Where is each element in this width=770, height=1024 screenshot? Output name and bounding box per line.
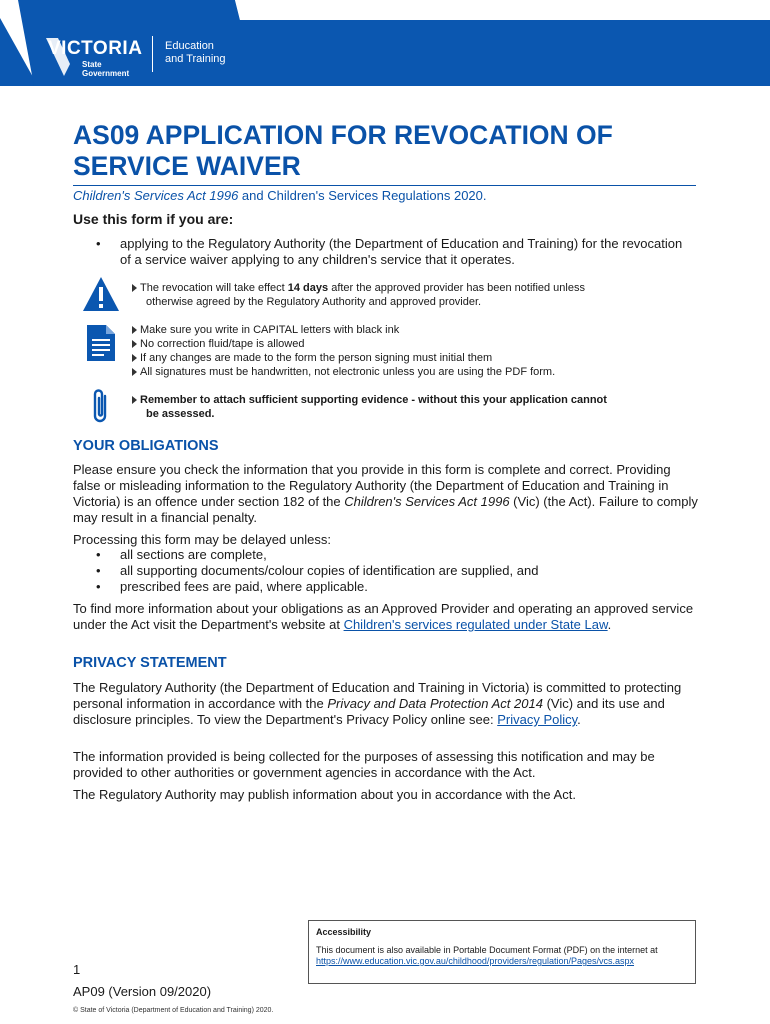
document-callout: Make sure you write in CAPITAL letters with black ink No correction fluid/tape is allowed If any changes are made to the form the person signing must initial them All signatures must be handwritten, not electronic unless you are using the PDF form. <box>132 323 692 379</box>
subtitle: Children's Services Act 1996 and Children's Services Regulations 2020. <box>73 188 487 203</box>
obligations-info: To find more information about your obligations as an Approved Provider and operating an approved service under the Act visit the Department's website at Children's services regulated under State Law. <box>73 601 694 632</box>
logo-divider <box>152 36 153 72</box>
header-banner <box>0 0 770 86</box>
privacy-policy-link[interactable]: Privacy Policy <box>497 712 578 727</box>
use-form-item: • applying to the Regulatory Authority (the Department of Education and Training) for the revocation of a service waiver applying to any children's service that it operates. <box>96 236 683 267</box>
warning-icon <box>82 276 120 317</box>
version-label: AP09 (Version 09/2020) <box>73 984 212 999</box>
page-title: AS09 APPLICATION FOR REVOCATION OF SERVICE WAIVER <box>73 120 613 181</box>
warning-callout: The revocation will take effect 14 days after the approved provider has been notified unless otherwise agreed by the Regulatory Authority and approved provider. <box>132 281 692 309</box>
accessibility-box <box>308 920 696 984</box>
obligations-heading: YOUR OBLIGATIONS <box>73 438 219 454</box>
logo-word: VICTORIA <box>48 38 143 59</box>
delay-list <box>96 547 656 595</box>
childrens-services-link[interactable]: Children's services regulated under State Law <box>343 617 608 632</box>
page-number: 1 <box>73 962 81 977</box>
delay-intro: Processing this form may be delayed unless: <box>73 532 331 547</box>
list-item: • all supporting documents/colour copies of identification are supplied, and <box>96 563 539 578</box>
list-item: • all sections are complete, <box>96 547 267 562</box>
paperclip-icon <box>90 388 112 431</box>
privacy-paragraph-1: The Regulatory Authority (the Department of Education and Training in Victoria) is committed to protecting personal information in accordance with the Privacy and Data Protection Act 2014 (Vic) and its use and disclosure principles. To view the Department's Privacy Policy online see: Privacy Policy. <box>73 680 682 727</box>
document-icon <box>86 324 116 367</box>
copyright: © State of Victoria (Department of Education and Training) 2020. <box>73 1007 274 1014</box>
logo-state: State Government <box>82 60 130 78</box>
use-form-heading: Use this form if you are: <box>73 211 234 227</box>
obligations-paragraph: Please ensure you check the information that you provide in this form is complete and correct. Providing false or misleading information to the Regulatory Authority (the Department of Education and Training in Victoria) is an offence under section 182 of the Children's Services Act 1996 (Vic) (the Act). Failure to comply may result in a financial penalty. <box>73 462 698 525</box>
privacy-paragraph-3: The Regulatory Authority may publish information about you in accordance with the Act. <box>73 787 576 802</box>
bullet: • <box>96 236 101 251</box>
list-item: • prescribed fees are paid, where applicable. <box>96 579 368 594</box>
accessibility-link[interactable]: https://www.education.vic.gov.au/childhood/providers/regulation/Pages/vcs.aspx <box>316 956 635 966</box>
accessibility-title: Accessibility <box>316 927 372 937</box>
title-divider <box>73 185 696 186</box>
privacy-heading: PRIVACY STATEMENT <box>73 655 227 671</box>
privacy-paragraph-2: The information provided is being collected for the purposes of assessing this notification and may be provided to other authorities or government agencies in accordance with the Act. <box>73 749 655 780</box>
logo-department: Education and Training <box>165 40 226 65</box>
attach-callout: Remember to attach sufficient supporting evidence - without this your application cannot be assessed. <box>132 393 692 421</box>
accessibility-body: This document is also available in Portable Document Format (PDF) on the internet at https://www.education.vic.gov.au/childhood/providers/regulation/Pages/vcs.aspx <box>316 945 658 966</box>
